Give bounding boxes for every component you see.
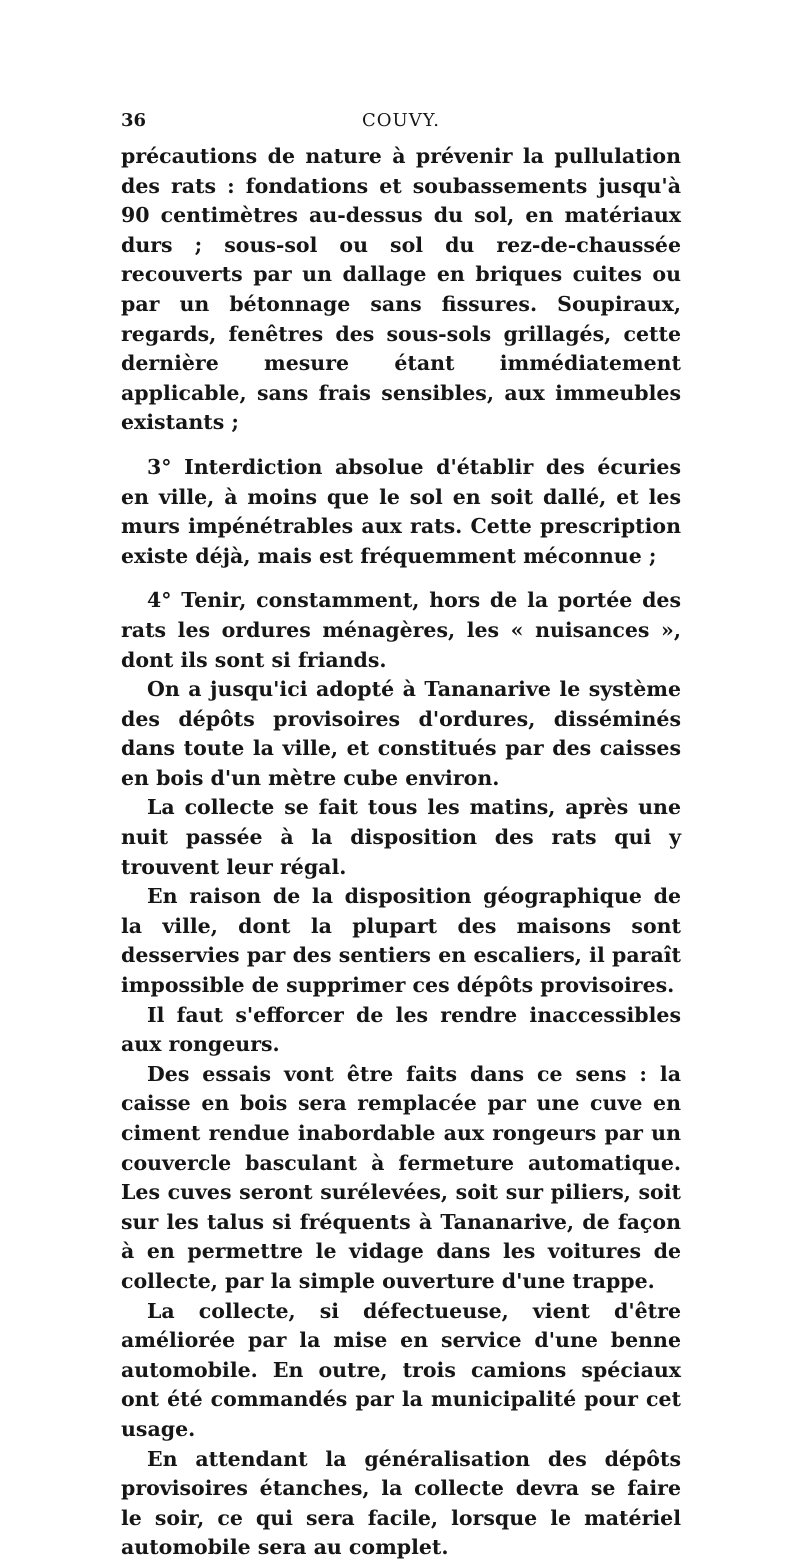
body-text: [121, 142, 681, 1563]
paragraph-attente: En attendant la généralisation des dépôts provisoires étanches, la collecte devra se faire le soir, ce qui sera facile, lorsque le matériel automobile sera au complet.: [121, 1446, 681, 1560]
paragraph-rongeurs: Il faut s'efforcer de les rendre inaccessibles aux rongeurs.: [121, 1002, 681, 1057]
paragraph-collecte: La collecte se fait tous les matins, après une nuit passée à la disposition des rats qui y trouvent leur régal.: [121, 795, 681, 879]
paragraph-essais: Des essais vont être faits dans ce sens : la caisse en bois sera remplacée par une cuve en ciment rendue inabordable aux rongeurs par un couvercle basculant à fermeture automatique. Les cuves seront surélevées, soit sur piliers, soit sur les talus si fréquents à Tananarive, de façon à en permettre le vidage dans les voitures de collecte, par la simple ouverture d'une trappe.: [121, 1061, 681, 1293]
paragraph-depots: On a jusqu'ici adopté à Tananarive le système des dépôts provisoires d'ordures, disséminés dans toute la ville, et constitués par des caisses en bois d'un mètre cube environ.: [121, 677, 681, 790]
running-head: [121, 110, 681, 136]
running-title: COUVY.: [362, 110, 440, 131]
paragraph-benne: La collecte, si défectueuse, vient d'être améliorée par la mise en service d'une benne automobile. En outre, trois camions spéciaux ont été commandés par la municipalité pour cet usage.: [121, 1298, 681, 1441]
paragraph-geographie: En raison de la disposition géographique de la ville, dont la plupart des maisons sont desservies par des sentiers en escaliers, il paraît impossible de supprimer ces dépôts provisoires.: [121, 884, 681, 998]
page-number: 36: [121, 110, 147, 131]
paragraph-item-3: 3° Interdiction absolue d'établir des écuries en ville, à moins que le sol en soit dallé, et les murs impénétrables aux rats. Cette prescription existe déjà, mais est fréquemment méconnue ;: [121, 454, 681, 568]
paragraph-continuation: précautions de nature à prévenir la pullulation des rats : fondations et soubassements jusqu'à 90 centimètres au-dessus du sol, en matériaux durs ; sous-sol ou sol du rez-de-chaussée recouverts par un dallage en briques cuites ou par un bétonnage sans fissures. Soupiraux, regards, fenêtres des sous-sols grillagés, cette dernière mesure étant immédiatement applicable, sans frais sensibles, aux immeubles existants ;: [121, 144, 681, 435]
paragraph-item-4: 4° Tenir, constamment, hors de la portée des rats les ordures ménagères, les « nuisances », dont ils sont si friands.: [121, 588, 681, 672]
